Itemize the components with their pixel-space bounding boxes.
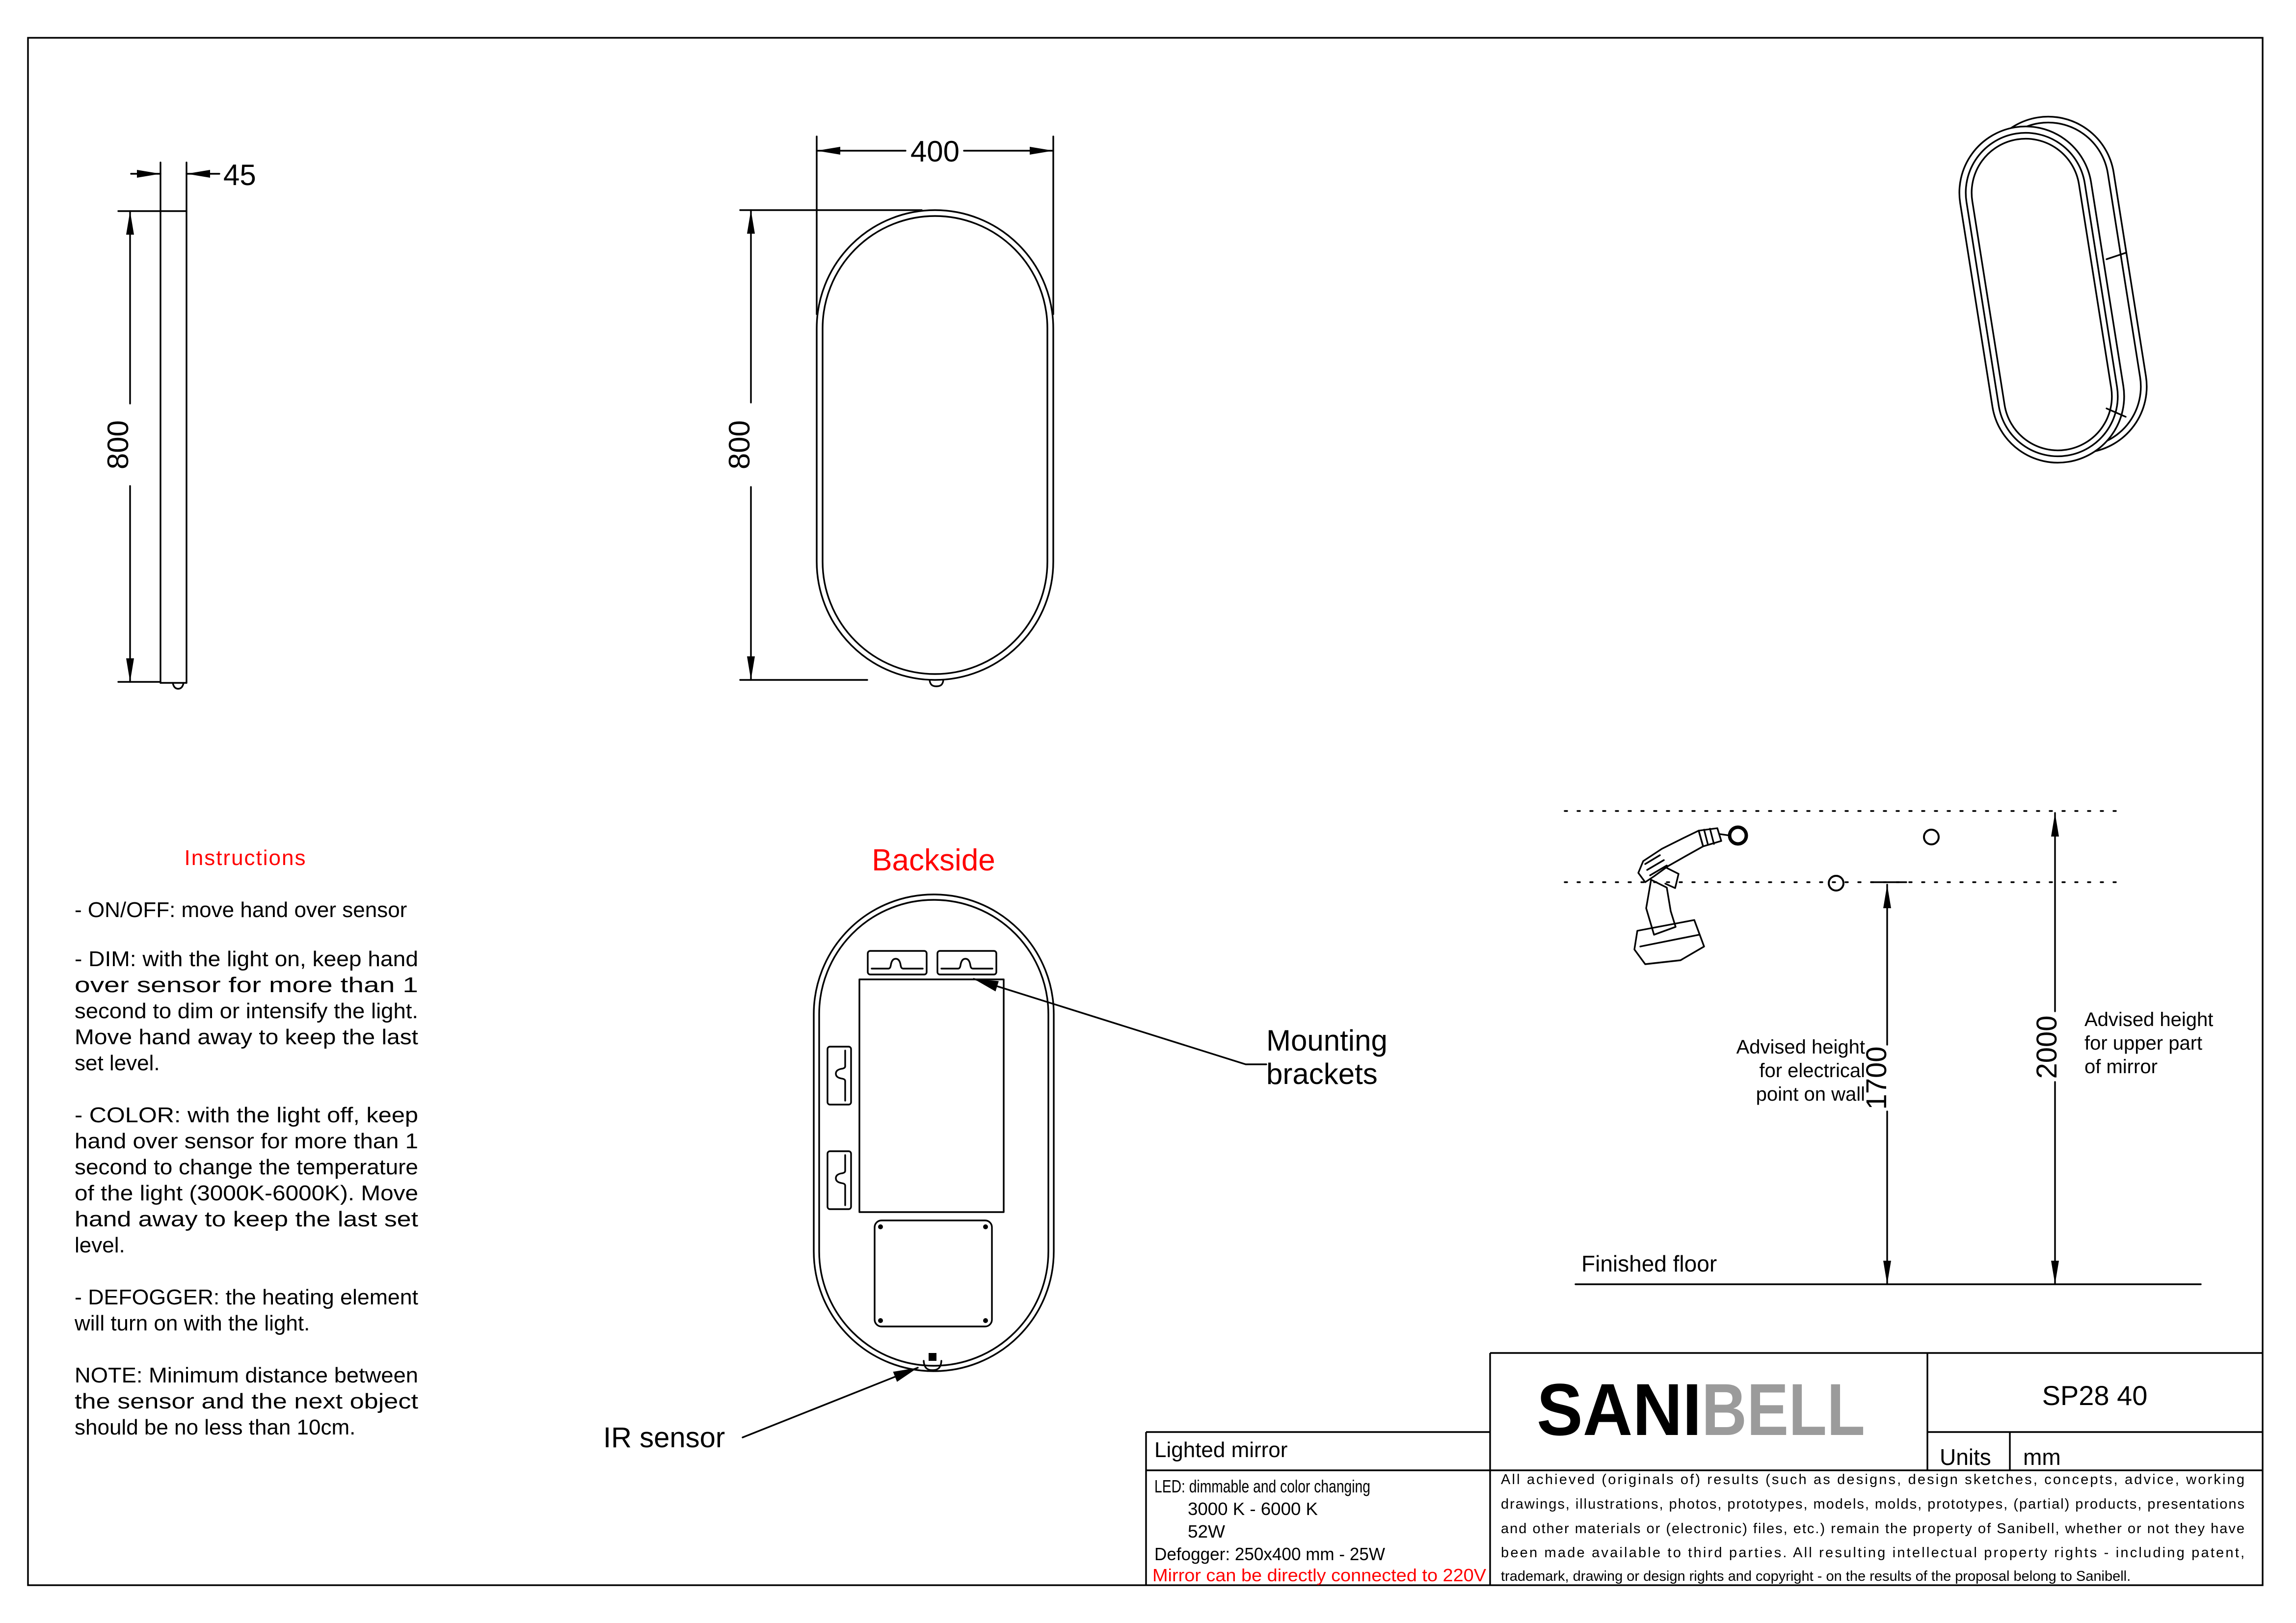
instr-dim-2: over sensor for more than 1: [75, 973, 418, 997]
backside-outline-outer: [814, 894, 1054, 1371]
front-ir-bump: [930, 680, 943, 686]
product-type: Lighted mirror: [1154, 1438, 1288, 1462]
drill-chuck-line: [1704, 830, 1708, 845]
drill-hole-active: [1730, 827, 1746, 844]
model-code: SP28 40: [2042, 1380, 2148, 1411]
instr-note-2: the sensor and the next object: [75, 1389, 418, 1413]
instr-dim-5: set level.: [75, 1051, 160, 1075]
drill-battery: [1634, 920, 1704, 964]
ir-sensor-block: [929, 1353, 936, 1361]
instr-color-5: hand away to keep the last set: [75, 1207, 418, 1231]
side-ir-bump: [173, 683, 184, 689]
bracket-keyhole: [872, 959, 923, 969]
dim-2000-label: 2000: [2031, 1015, 2063, 1079]
defogger-plate: [875, 1220, 992, 1326]
backside-outline-inner: [819, 900, 1048, 1366]
backside-title: Backside: [872, 843, 995, 877]
bracket-body: [937, 951, 996, 974]
spec-led: LED: dimmable and color changing: [1154, 1476, 1370, 1496]
installation-diagram: [1565, 811, 2213, 1284]
spec-power: 52W: [1188, 1521, 1226, 1542]
front-outline-outer: [817, 210, 1053, 680]
instr-note-3: should be no less than 10cm.: [75, 1415, 356, 1439]
drill-vent: [1645, 855, 1660, 864]
instr-color-6: level.: [75, 1233, 125, 1257]
floor-label: Finished floor: [1581, 1251, 1717, 1276]
screw-dot: [983, 1224, 988, 1229]
instructions-panel: [74, 846, 418, 1439]
screw-dot: [983, 1318, 988, 1323]
brand-logo-black: SANI: [1537, 1368, 1702, 1451]
ir-label: IR sensor: [603, 1422, 725, 1454]
dim-1700-label: 1700: [1861, 1046, 1893, 1110]
upper-label-1: Advised height: [2084, 1009, 2214, 1030]
instr-color-1: - COLOR: with the light off, keep: [75, 1103, 418, 1127]
units-value: mm: [2023, 1444, 2061, 1470]
upper-label-3: of mirror: [2084, 1056, 2158, 1078]
drill-chuck-line: [1710, 829, 1714, 844]
legal-line-1: All achieved (originals of) results (such as designs, design sketches, concepts, advice, working: [1501, 1472, 2244, 1488]
legal-line-3: and other materials or (electronic) files, etc.) remain the property of Sanibell, whether or not they have: [1501, 1521, 2244, 1537]
perspective-view: [1950, 107, 2157, 472]
spec-defogger: Defogger: 250x400 mm - 25W: [1154, 1544, 1386, 1564]
screw-dot: [878, 1318, 883, 1323]
spec-warning: Mirror can be directly connected to 220V: [1152, 1565, 1486, 1585]
drill-icon: [1634, 828, 1730, 964]
mounting-label-2: brackets: [1266, 1057, 1378, 1090]
bracket-body: [868, 951, 927, 974]
front-outline-inner: [823, 216, 1047, 674]
mounting-label-1: Mounting: [1266, 1024, 1388, 1057]
dim-400-label: 400: [910, 135, 960, 168]
drill-trigger: [1665, 868, 1679, 888]
drill-body: [1638, 831, 1703, 882]
screw-dot: [878, 1224, 883, 1229]
front-view: [723, 135, 1053, 686]
mounting-bracket-top-right: [937, 951, 996, 974]
edge-seam-top: [2107, 253, 2126, 259]
dim-front-800-label: 800: [723, 420, 756, 470]
instr-dim-3: second to dim or intensify the light.: [75, 999, 418, 1023]
electrical-label-2: for electrical: [1759, 1060, 1865, 1082]
bracket-keyhole: [941, 959, 992, 969]
electrical-label-3: point on wall: [1756, 1083, 1865, 1105]
mounting-bracket-side-lower: [828, 1151, 851, 1209]
upper-label-2: for upper part: [2084, 1032, 2203, 1054]
instr-color-4: of the light (3000K-6000K). Move: [75, 1181, 418, 1205]
bracket-keyhole: [836, 1051, 845, 1101]
units-label: Units: [1940, 1444, 1991, 1470]
instr-color-3: second to change the temperature: [75, 1155, 419, 1179]
legal-box: [1501, 1472, 2244, 1584]
bracket-keyhole: [836, 1155, 845, 1205]
ir-sensor-part: [924, 1353, 941, 1370]
driver-box: [859, 979, 1004, 1212]
instr-onoff-1: - ON/OFF: move hand over sensor: [75, 898, 407, 922]
mounting-bracket-side-upper: [828, 1047, 851, 1105]
electrical-label-1: Advised height: [1736, 1036, 1865, 1058]
ir-leader: [743, 1368, 918, 1437]
spec-temp: 3000 K - 6000 K: [1188, 1499, 1318, 1519]
instr-dim-1: - DIM: with the light on, keep hand: [75, 947, 418, 971]
drill-hole: [1829, 876, 1843, 891]
drill-battery-line: [1640, 935, 1699, 947]
defogger-outline: [875, 1220, 992, 1326]
backside-view: [603, 843, 1388, 1454]
bracket-body: [828, 1151, 851, 1209]
instr-dim-4: Move hand away to keep the last: [75, 1025, 418, 1049]
mounting-leader: [974, 979, 1266, 1064]
dim-45-label: 45: [223, 159, 256, 191]
dim-side-800-label: 800: [102, 420, 134, 470]
instr-defog-2: will turn on with the light.: [75, 1311, 310, 1335]
side-view: [102, 159, 256, 689]
instr-note-1: NOTE: Minimum distance between: [75, 1363, 418, 1387]
instr-color-2: hand over sensor for more than 1: [75, 1129, 418, 1153]
bracket-body: [828, 1047, 851, 1105]
brand-logo: [1537, 1368, 1865, 1451]
legal-line-2: drawings, illustrations, photos, prototypes, models, molds, prototypes, (partial) products, presentations: [1501, 1496, 2244, 1512]
mounting-bracket-top-left: [868, 951, 927, 974]
brand-logo-gray: BELL: [1702, 1368, 1865, 1451]
spec-box: [1152, 1476, 1486, 1585]
title-block: [1146, 1353, 2263, 1585]
instructions-title: Instructions: [184, 846, 307, 870]
drill-hole: [1924, 830, 1939, 844]
instr-defog-1: - DEFOGGER: the heating element: [75, 1285, 418, 1309]
legal-line-5: trademark, drawing or design rights and copyright - on the results of the proposal belong to Sanibell.: [1501, 1569, 2131, 1584]
legal-line-4: been made available to third parties. All resulting intellectual property rights - including patent,: [1501, 1545, 2244, 1561]
